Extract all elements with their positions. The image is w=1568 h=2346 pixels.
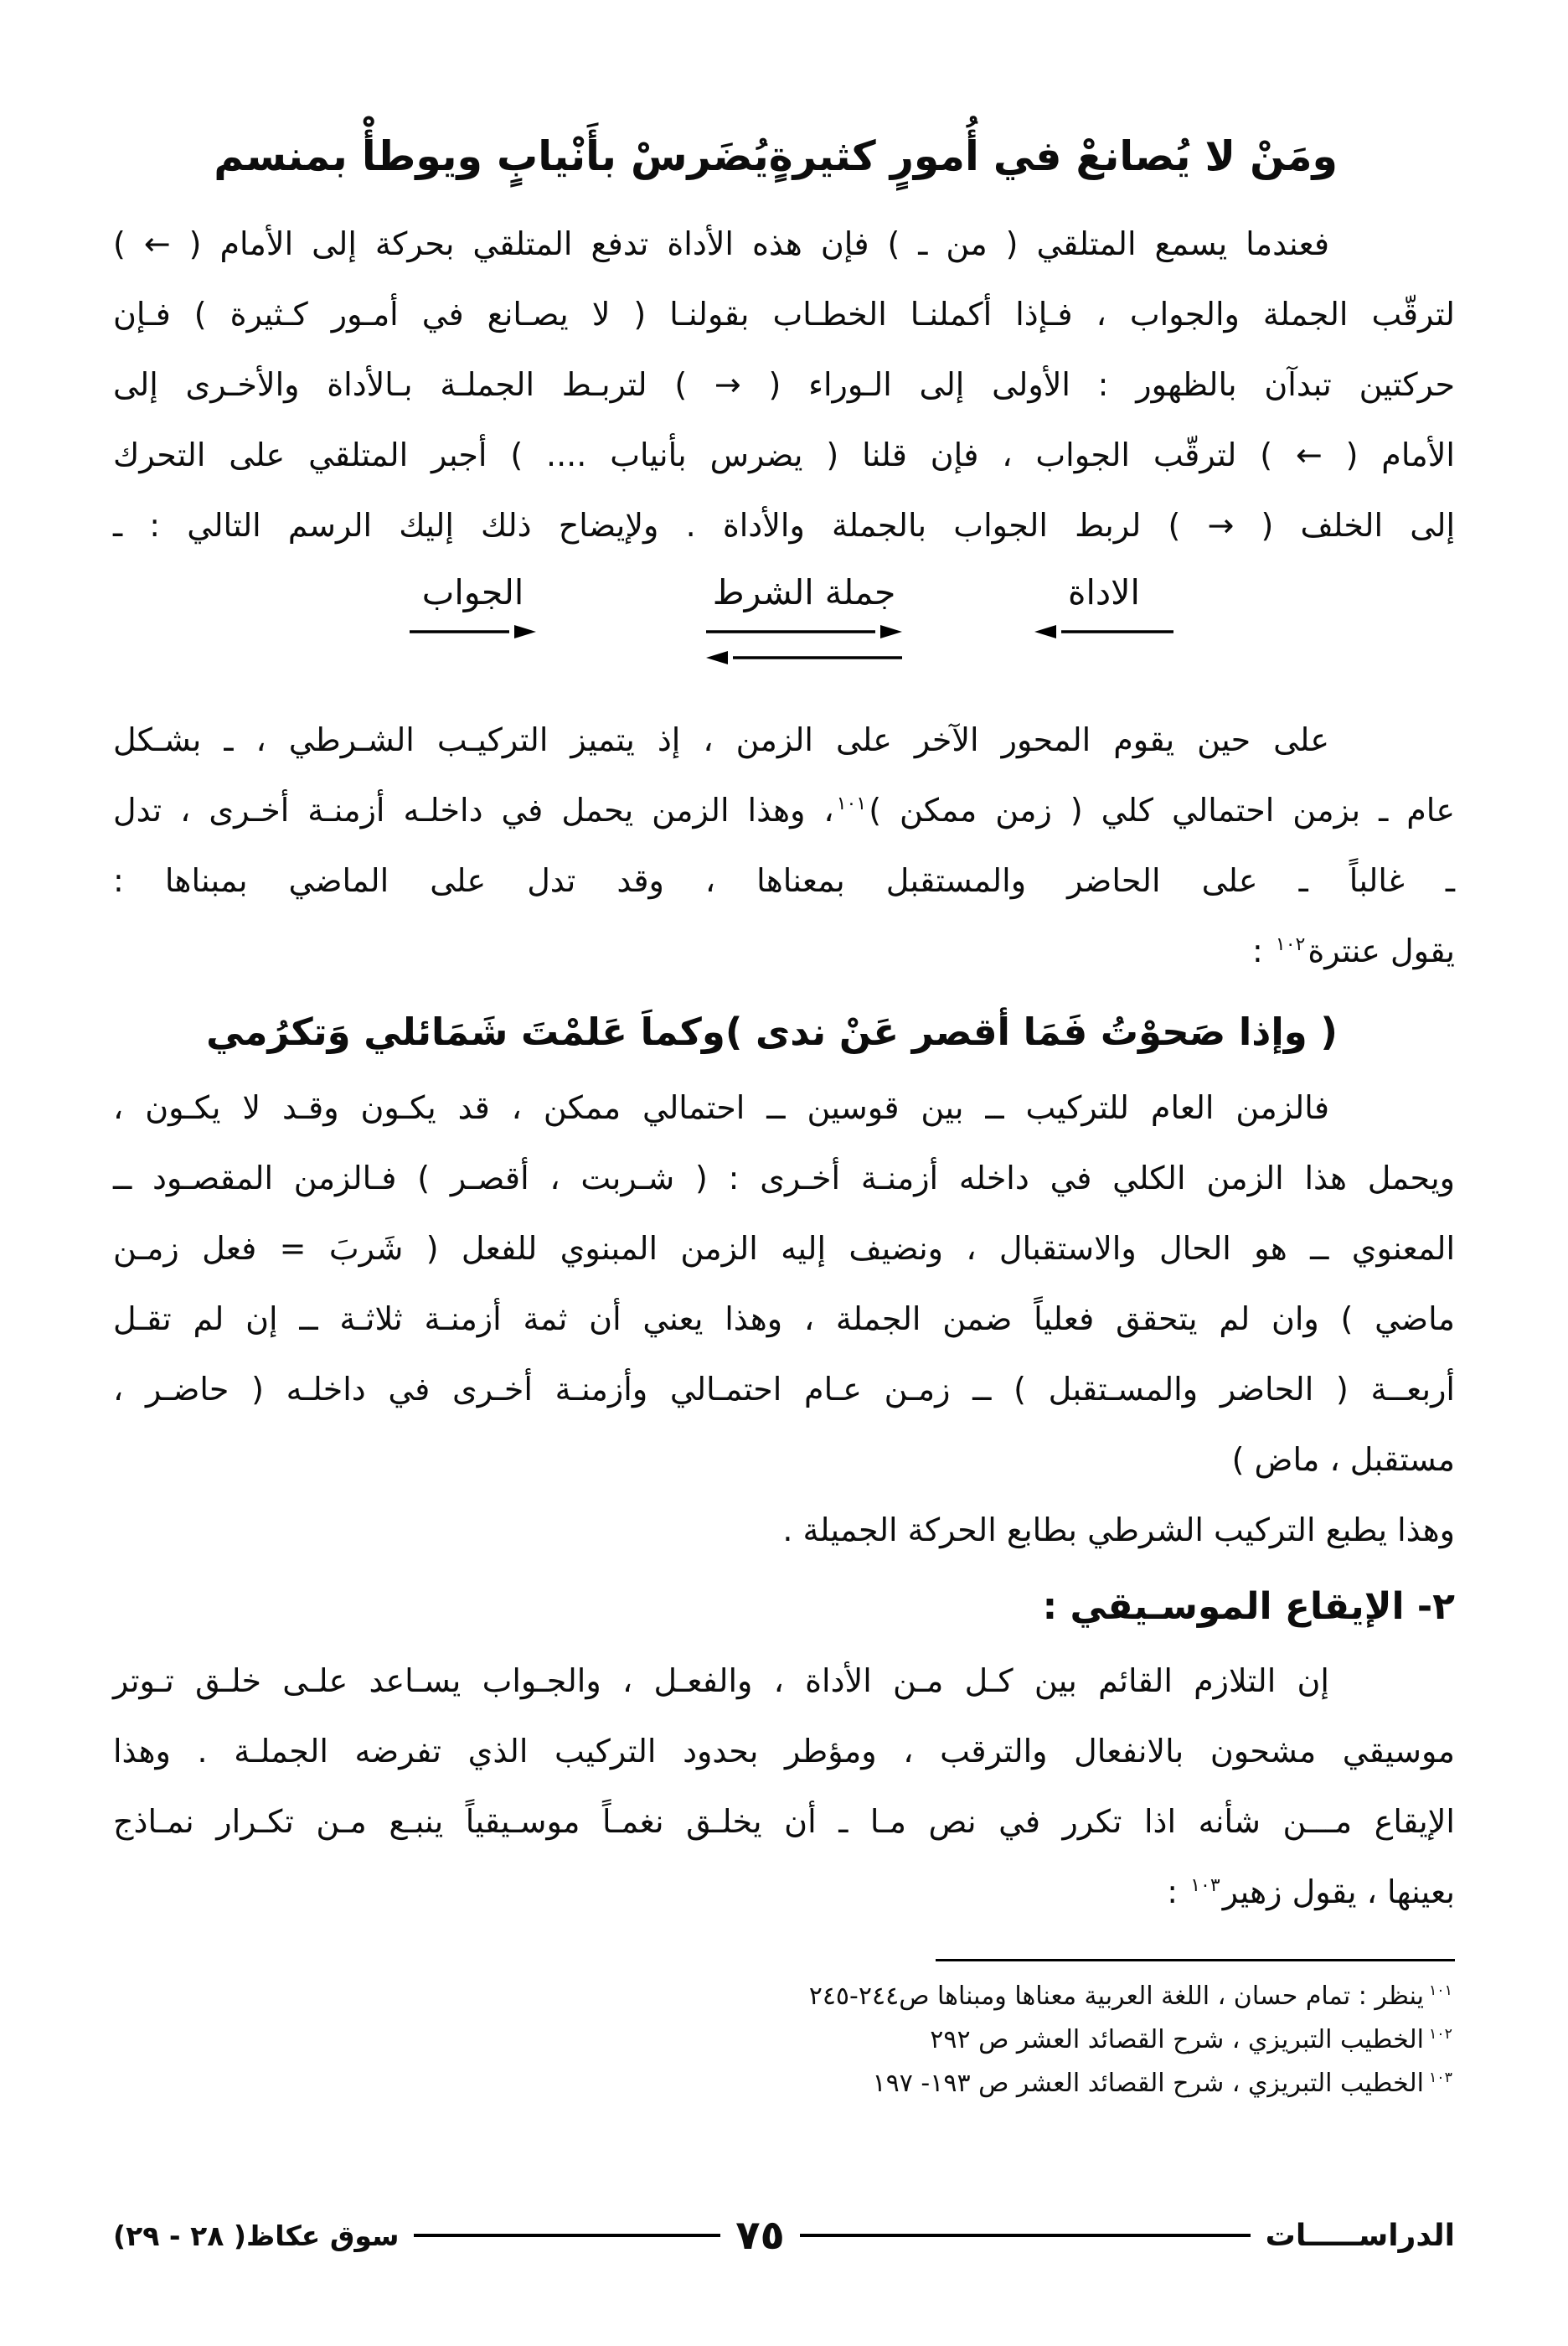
paragraph-3 bbox=[113, 1072, 1455, 1565]
footnote-separator bbox=[936, 1959, 1455, 1961]
footnote-text: الخطيب التبريزي ، شرح القصائد العشر ص ٢٩٢ bbox=[930, 2025, 1424, 2054]
text-segment: بعينها ، يقول زهير bbox=[1222, 1873, 1455, 1910]
issue-label: سوق عكاظ( ٢٨ - ٢٩) bbox=[113, 2219, 400, 2252]
arrow-left-icon bbox=[704, 649, 904, 667]
footer-rule-long bbox=[800, 2234, 1251, 2237]
text-line bbox=[113, 775, 1455, 845]
footnote-text: ينظر : تمام حسان ، اللغة العربية معناها ومبناها ص٢٤٤-٢٤٥ bbox=[808, 1982, 1424, 2011]
text-segment: : bbox=[1167, 1873, 1189, 1910]
section-heading-musical-rhythm: ٢- الإيقاع الموسـيقي : bbox=[1042, 1585, 1455, 1628]
text-line: حركتين تبدآن بالظهور : الأولى إلى الـوراء ( → ) لتربـط الجملـة بـالأداة والأخـرى إلى bbox=[113, 366, 1455, 403]
diagram-label-jawab: الجواب bbox=[421, 572, 524, 612]
page-content bbox=[113, 126, 1455, 2106]
text-line: فالزمن العام للتركيب ــ بين قوسين ــ احتمالي ممكن ، قد يكـون وقـد لا يكـون ، bbox=[113, 1089, 1329, 1126]
arrow-left-icon bbox=[1033, 623, 1175, 641]
footnote-ref: ١٠٣ bbox=[1190, 1875, 1220, 1897]
footnote-number: ١٠١ bbox=[1428, 1982, 1452, 1999]
verse-hemistich-left: وكماَ عَلمْتَ شَمَائلي وَتكرُمي bbox=[206, 1010, 725, 1054]
page-number: ٧٥ bbox=[735, 2212, 785, 2259]
poetry-verse-antara bbox=[113, 986, 1455, 1072]
paragraph-1 bbox=[113, 209, 1455, 561]
text-line: الأمام ( ← ) لترقّب الجواب ، فإن قلنا ( يضرس بأنياب .... ) أجبر المتلقي على التحرك bbox=[113, 437, 1455, 473]
verse-hemistich-left: يُضَرسْ بأَنْيابٍ ويوطأْ بمنسم bbox=[214, 132, 769, 180]
footnote-text: الخطيب التبريزي ، شرح القصائد العشر ص ١٩٣- ١٩٧ bbox=[872, 2069, 1424, 2098]
footnote-ref: ١٠١ bbox=[836, 793, 867, 815]
text-line: ـ غالباً ـ على الحاضر والمستقبل بمعناها ، وقد تدل على الماضي بمبناها : bbox=[113, 862, 1455, 899]
diagram-arrows-shart bbox=[704, 623, 904, 667]
text-line: لترقّب الجملة والجواب ، فـإذا أكملنـا الخطـاب بقولنـا ( لا يصـانع في أمـور كـثيرة ) فـإن bbox=[113, 296, 1455, 333]
diagram-arrows-jawab bbox=[408, 623, 538, 641]
footnotes bbox=[113, 1959, 1455, 2106]
footnote-item bbox=[113, 1975, 1455, 2018]
arrow-right-icon bbox=[704, 623, 904, 641]
diagram-group-adah bbox=[1033, 572, 1175, 641]
diagram-group-shart bbox=[704, 572, 904, 667]
footnote-item bbox=[113, 2062, 1455, 2106]
text-line: المعنوي ــ هو الحال والاستقبال ، ونضيف إليه الزمن المبنوي للفعل ( شَربَ = فعل زمـن bbox=[113, 1230, 1455, 1267]
footnote-ref: ١٠٢ bbox=[1275, 934, 1306, 956]
diagram-group-jawab bbox=[408, 572, 538, 641]
poetry-verse-top bbox=[113, 126, 1455, 209]
text-line: الإيقاع مـــن شأنه اذا تكرر في نص مـا ـ أن يخلـق نغمـاً موسـيقياً ينبـع مـن تكـرار نمـاذج bbox=[113, 1803, 1455, 1840]
text-segment: عام ـ بزمن احتمالي كلي ( زمن ممكن ) bbox=[869, 792, 1455, 829]
text-line: وهذا يطبع التركيب الشرطي بطابع الحركة الجميلة . bbox=[782, 1511, 1455, 1548]
text-line: مستقبل ، ماض ) bbox=[1231, 1441, 1455, 1478]
footnote-item bbox=[113, 2018, 1455, 2062]
text-line bbox=[113, 916, 1455, 986]
journal-name: الدراســـــات bbox=[1265, 2218, 1455, 2253]
paragraph-2 bbox=[113, 705, 1455, 986]
paragraph-4 bbox=[113, 1646, 1455, 1927]
footnote-number: ١٠٣ bbox=[1428, 2070, 1452, 2086]
condition-structure-diagram bbox=[113, 561, 1455, 705]
verse-hemistich-right: ( وإذا صَحوْتُ فَمَا أقصر عَنْ ندى ) bbox=[725, 1010, 1338, 1054]
text-segment: يقول عنترة bbox=[1308, 933, 1455, 969]
text-segment: ، وهذا الزمن يحمل في داخلـه أزمنـة أخـرى ، تدل bbox=[113, 792, 834, 829]
text-line: إن التلازم القائم بين كـل مـن الأداة ، والفعـل ، والجـواب يسـاعد علـى خلـق تـوتر bbox=[113, 1662, 1329, 1699]
diagram-arrows-adah bbox=[1033, 623, 1175, 641]
footnote-number: ١٠٢ bbox=[1428, 2026, 1452, 2043]
text-line bbox=[113, 1857, 1455, 1927]
text-line: أربعــة ( الحاضر والمسـتقبل ) ــ زمـن عـام احتمـالي وأزمنـة أخـرى في داخلـه ( حاضـر ، bbox=[113, 1371, 1455, 1408]
text-line: على حين يقوم المحور الآخر على الزمن ، إذ يتميز التركيـب الشـرطي ، ـ بشـكل bbox=[113, 721, 1329, 758]
page-footer bbox=[113, 2212, 1455, 2259]
text-line: موسيقي مشحون بالانفعال والترقب ، ومؤطر بحدود التركيب الذي تفرضه الجملـة . وهذا bbox=[113, 1733, 1455, 1770]
diagram-label-shart: جملة الشرط bbox=[712, 572, 896, 612]
verse-hemistich-right: ومَنْ لا يُصانعْ في أُمورٍ كثيرةٍ bbox=[768, 132, 1338, 180]
arrow-right-icon bbox=[408, 623, 538, 641]
text-line: ويحمل هذا الزمن الكلي في داخله أزمنـة أخـرى : ( شـربت ، أقصـر ) فـالزمن المقصـود ــ bbox=[113, 1160, 1455, 1196]
footer-rule-short bbox=[414, 2234, 720, 2237]
text-segment: : bbox=[1252, 933, 1273, 969]
diagram-label-adah: الاداة bbox=[1068, 572, 1140, 612]
text-line: فعندما يسمع المتلقي ( من ـ ) فإن هذه الأداة تدفع المتلقي بحركة إلى الأمام ( ← ) bbox=[113, 225, 1329, 262]
text-line: إلى الخلف ( → ) لربط الجواب بالجملة والأداة . ولإيضاح ذلك إليك الرسم التالي : ـ bbox=[113, 507, 1455, 544]
text-line: ماضي ) وان لم يتحقق فعلياً ضمن الجملة ، وهذا يعني أن ثمة أزمنـة ثلاثـة ــ إن لم تقـل bbox=[113, 1300, 1455, 1337]
